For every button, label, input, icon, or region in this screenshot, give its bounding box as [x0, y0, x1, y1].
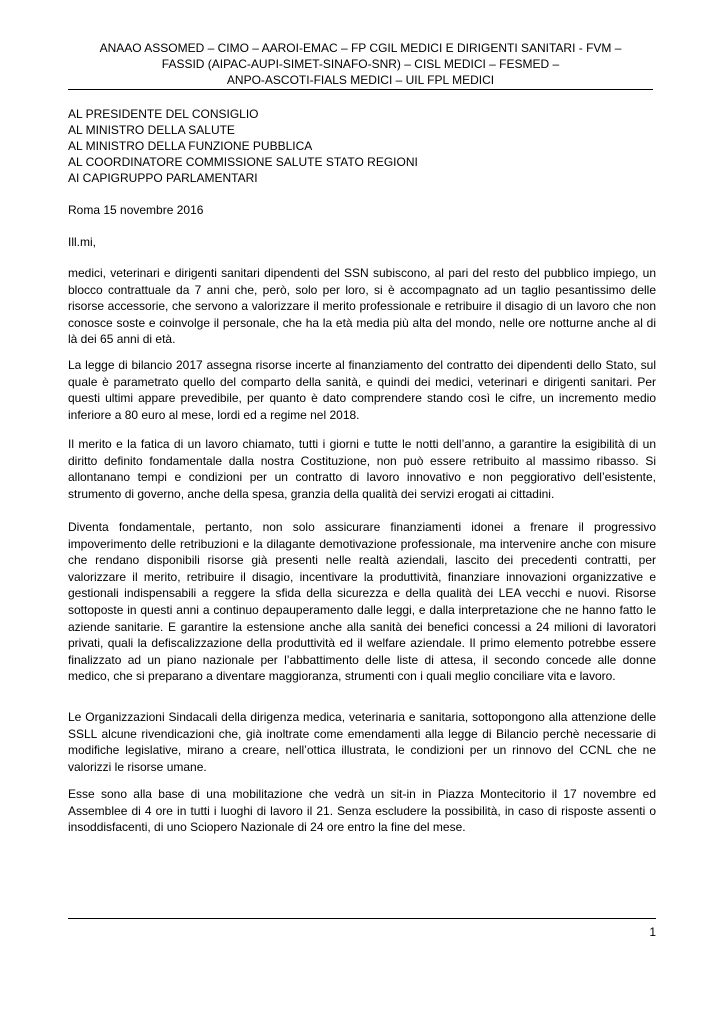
body-paragraph: medici, veterinari e dirigenti sanitari dipendenti del SSN subiscono, al pari del resto del pubblico impiego, un blocco contrattuale da 7 anni che, però, solo per loro, si è accompagnato ad un taglio pesantissimo delle risorse accessorie, che servono a valorizzare il merito professionale e retribuire il disagio di un lavoro che non conosce soste e coinvolge il personale, che ha la età media più alta del mondo, nelle ore notturne anche al di là dei 65 anni di età. — [68, 266, 656, 347]
addressee-line: AL PRESIDENTE DEL CONSIGLIO — [68, 107, 259, 121]
addressee-line: AL MINISTRO DELLA SALUTE — [68, 123, 235, 137]
body-paragraph: Il merito e la fatica di un lavoro chiamato, tutti i giorni e tutte le notti dell’anno, a garantire la esigibilità di un diritto definito fondamentale dalla nostra Costituzione, non può essere retribuito al massimo ribasso. Si allontanano tempi e condizioni per un contratto di lavoro innovativo e non peggiorativo dell’esistente, strumento di governo, anche della spesa, granzia della qualità dei servizi erogati ai cittadini. — [68, 437, 656, 501]
letterhead-line-3: ANPO-ASCOTI-FIALS MEDICI – UIL FPL MEDICI — [226, 73, 495, 87]
letterhead-line-1: ANAAO ASSOMED – CIMO – AAROI-EMAC – FP CGIL MEDICI E DIRIGENTI SANITARI - FVM – — [99, 41, 622, 55]
body-paragraph: La legge di bilancio 2017 assegna risorse incerte al finanziamento del contratto dei dipendenti dello Stato, sul quale è parametrato quello del comparto della sanità, e quindi dei medici, veterinari e dirigenti sanitari. Per questi ultimi appare prevedibile, per quanto è dato comprendere stando così le cifre, un incremento medio inferiore a 80 euro al mese, lordi ed a regime nel 2018. — [68, 358, 656, 422]
addressee-block — [68, 106, 658, 186]
page-number: 1 — [649, 925, 656, 939]
addressee-line: AI CAPIGRUPPO PARLAMENTARI — [68, 171, 258, 185]
letterhead-line-2: FASSID (AIPAC-AUPI-SIMET-SINAFO-SNR) – CISL MEDICI – FESMED – — [161, 57, 560, 71]
footer-divider — [68, 918, 656, 919]
body-paragraph: Esse sono alla base di una mobilitazione che vedrà un sit-in in Piazza Montecitorio il 17 novembre ed Assemblee di 4 ore in tutti i luoghi di lavoro il 21. Senza escludere la possibilità, in caso di risposte assenti o insoddisfacenti, di uno Sciopero Nazionale di 24 ore entro la fine del mese. — [68, 787, 656, 835]
addressee-line: AL MINISTRO DELLA FUNZIONE PUBBLICA — [68, 139, 313, 153]
body-paragraph: Le Organizzazioni Sindacali della dirigenza medica, veterinaria e sanitaria, sottopongono alla attenzione delle SSLL alcune rivendicazioni che, già inoltrate come emendamenti alla legge di Bilancio perchè necessarie di modifiche legislative, mirano a creare, nell’ottica illustrata, le condizioni per un rinnovo del CCNL che ne valorizzi le risorse umane. — [68, 710, 656, 774]
letter-date: Roma 15 novembre 2016 — [68, 203, 204, 217]
body-paragraph: Diventa fondamentale, pertanto, non solo assicurare finanziamenti idonei a frenare il progressivo impoverimento delle retribuzioni e la dilagante demotivazione professionale, ma intervenire anche con misure che rendano disponibili risorse già presenti nelle realtà aziendali, lascito dei precedenti contratti, per valorizzare il merito, retribuire il disagio, incentivare la produttività, finanziare innovazioni organizzative e gestionali indispensabili a reggere la sfida della sicurezza e della qualità dei LEA vecchi e nuovi. Risorse sottoposte in questi anni a continuo depauperamento dalle leggi, e dalla interpretazione che ne hanno fatto le aziende sanitarie. E garantire la estensione anche alla sanità dei benefici concessi a 24 milioni di lavoratori privati, quali la defiscalizzazione della produttività ed il welfare aziendale. Il primo elemento potrebbe essere finalizzato ad un piano nazionale per l’abbattimento delle liste di attesa, il secondo concede alle donne medico, che si preparano a diventare maggioranza, strumenti con i quali meglio conciliare vita e lavoro. — [68, 520, 656, 684]
header-divider — [68, 89, 653, 90]
letterhead — [68, 40, 653, 88]
salutation: Ill.mi, — [68, 235, 96, 249]
addressee-line: AL COORDINATORE COMMISSIONE SALUTE STATO REGIONI — [68, 155, 418, 169]
